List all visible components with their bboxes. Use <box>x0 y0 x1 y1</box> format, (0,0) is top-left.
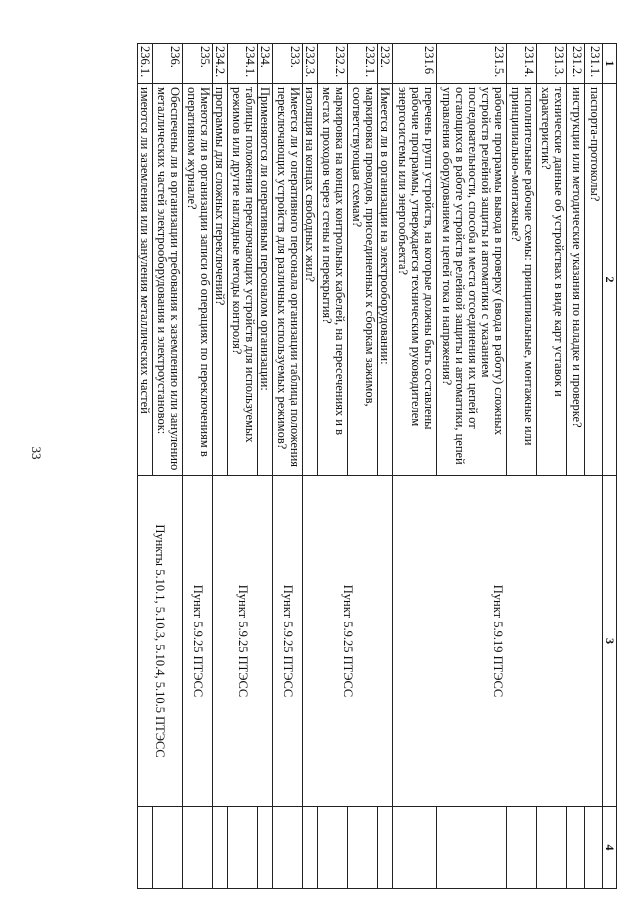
requirement-text: маркировка проводов, присоединенных к сборкам зажимов, соответствующая схемам? <box>348 84 378 476</box>
notes-cell <box>273 807 303 889</box>
requirement-text: исполнительные рабочие схемы: принципиальные, монтажные или принципиально-монтажные? <box>507 84 537 476</box>
notes-cell <box>393 807 437 889</box>
item-number: 236.1. <box>138 44 153 84</box>
requirement-text: Применяются ли оперативным персоналом организации: <box>258 84 273 476</box>
regulation-reference: Пункт 5.9.19 ПТЭСС <box>393 476 603 807</box>
requirement-text: рабочие программы вывода в проверку (ввода в работу) сложных устройств релейной защиты и автоматики с указанием последовательности, способа и места отсоединения их цепей от остающихся в работе устройств релейной защиты и автоматики, цепей управления оборудованием и цепей тока и напряжения? <box>437 84 507 476</box>
requirement-text: инструкции или методические указания по наладке и проверке? <box>567 84 585 476</box>
notes-cell <box>537 807 567 889</box>
notes-cell <box>348 807 378 889</box>
item-number: 234.2. <box>213 44 228 84</box>
item-number: 231.5. <box>437 44 507 84</box>
table-row <box>378 44 393 889</box>
table-header-row <box>603 44 617 889</box>
requirement-text: изоляция на концах свободных жил? <box>303 84 318 476</box>
requirement-text: маркировка на концах контрольных кабелей, на пересечениях и в местах проходов через стены и перекрытия? <box>318 84 348 476</box>
table-row <box>273 44 303 889</box>
item-number: 233. <box>273 44 303 84</box>
notes-cell <box>378 807 393 889</box>
requirement-text: Имеются ли в организации записи об операциях по переключениям в оперативном журнале? <box>183 84 213 476</box>
requirement-text: паспорта-протоколы? <box>585 84 603 476</box>
notes-cell <box>437 807 507 889</box>
item-number: 232.2. <box>318 44 348 84</box>
requirement-text: таблицы положения переключающих устройств для используемых режимов или другие наглядные методы контроля? <box>228 84 258 476</box>
requirement-text: технические данные об устройствах в виде карт уставок и характеристик? <box>537 84 567 476</box>
item-number: 235. <box>183 44 213 84</box>
regulation-reference: Пункт 5.9.25 ПТЭСС <box>273 476 303 807</box>
item-number: 232.3. <box>303 44 318 84</box>
item-number: 231.4. <box>507 44 537 84</box>
table-row <box>258 44 273 889</box>
notes-cell <box>138 807 153 889</box>
table-row <box>153 44 183 889</box>
header-cell: 3 <box>603 476 617 807</box>
table-body <box>138 44 617 889</box>
item-number: 232.1. <box>348 44 378 84</box>
notes-cell <box>213 807 228 889</box>
item-number: 234.1. <box>228 44 258 84</box>
requirement-text: Обеспечены ли в организации требования к заземлению или занулению металлических частей электрооборудования и электроустановок: <box>153 84 183 476</box>
item-number: 231.2. <box>567 44 585 84</box>
notes-cell <box>303 807 318 889</box>
requirement-text: Имеется ли у оперативного персонала организации таблица положения переключающих устройств для различных используемых режимов? <box>273 84 303 476</box>
table-row <box>585 44 603 889</box>
notes-cell <box>228 807 258 889</box>
checklist-table <box>137 43 617 889</box>
notes-cell <box>585 807 603 889</box>
requirement-text: Имеется ли в организации на электрооборудовании: <box>378 84 393 476</box>
item-number: 236. <box>153 44 183 84</box>
notes-cell <box>153 807 183 889</box>
notes-cell <box>183 807 213 889</box>
requirement-text: имеются ли заземления или зануления металлических частей <box>138 84 153 476</box>
notes-cell <box>507 807 537 889</box>
requirement-text: программы для сложных переключений? <box>213 84 228 476</box>
table-row <box>183 44 213 889</box>
item-number: 234. <box>258 44 273 84</box>
header-cell: 1 <box>603 44 617 84</box>
item-number: 232. <box>378 44 393 84</box>
regulation-reference: Пункт 5.9.25 ПТЭСС <box>183 476 213 807</box>
regulation-reference: Пункт 5.9.25 ПТЭСС <box>213 476 273 807</box>
header-cell: 2 <box>603 84 617 476</box>
regulation-reference: Пункты 5.10.1, 5.10.3, 5.10.4, 5.10.5 ПТЭСС <box>138 476 183 807</box>
page-number: 33 <box>29 446 44 460</box>
item-number: 231.3. <box>537 44 567 84</box>
notes-cell <box>258 807 273 889</box>
rotated-table-container <box>67 43 617 888</box>
header-cell: 4 <box>603 807 617 889</box>
item-number: 231.6 <box>393 44 437 84</box>
notes-cell <box>567 807 585 889</box>
item-number: 231.1. <box>585 44 603 84</box>
requirement-text: перечень групп устройств, на которые должны быть составлены рабочие программы, утверждается техническим руководителем энергосистемы или энергообъекта? <box>393 84 437 476</box>
notes-cell <box>318 807 348 889</box>
regulation-reference: Пункт 5.9.25 ПТЭСС <box>303 476 393 807</box>
